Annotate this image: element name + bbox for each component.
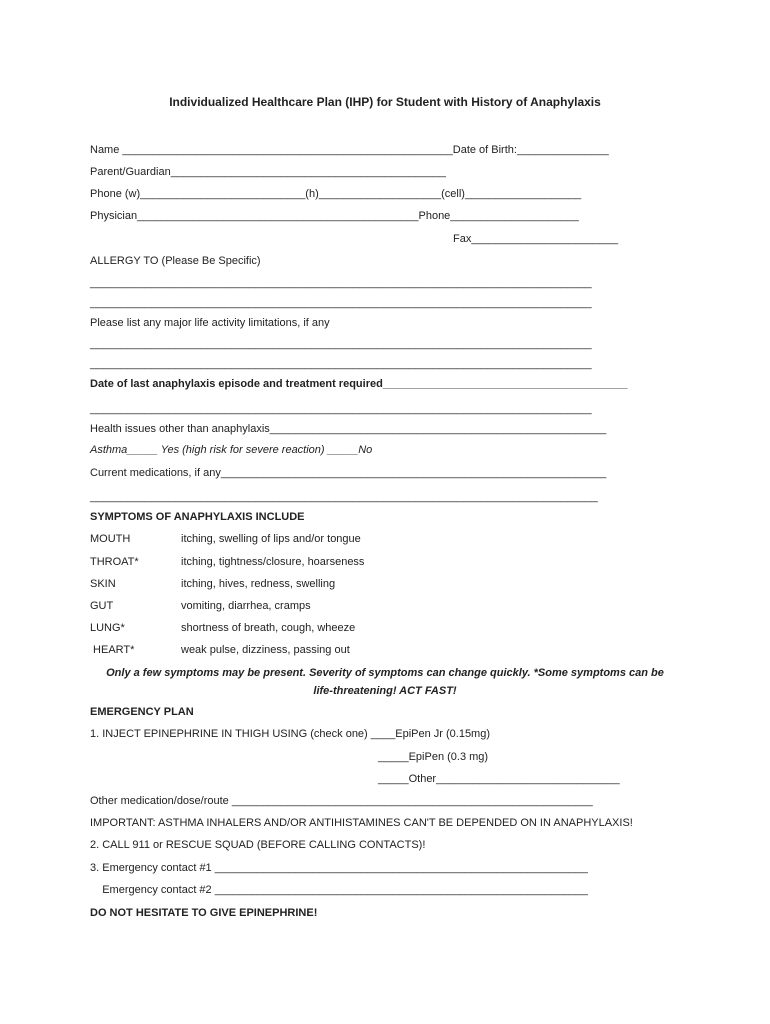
physician-field[interactable]: Physician______________________________________________Phone_____________________ [90,210,579,222]
medications-blank[interactable]: ___________________________________________________________________________________ [90,491,598,503]
limitations-blank-2[interactable]: __________________________________________________________________________________ [90,358,592,370]
page-title: Individualized Healthcare Plan (IHP) for Student with History of Anaphylaxis [169,95,601,109]
final-instruction: DO NOT HESITATE TO GIVE EPINEPHRINE! [90,907,318,919]
limitations-label: Please list any major life activity limitations, if any [90,317,330,329]
symptom-warning-line-2: life-threatening! ACT FAST! [313,685,457,697]
allergy-label: ALLERGY TO (Please Be Specific) [90,255,261,267]
epipen-option[interactable]: _____EpiPen (0.3 mg) [378,751,489,763]
inject-epinephrine-step[interactable]: 1. INJECT EPINEPHRINE IN THIGH USING (check one) ____EpiPen Jr (0.15mg) [90,728,491,740]
symptom-area: SKIN [90,578,116,590]
important-notice: IMPORTANT: ASTHMA INHALERS AND/OR ANTIHISTAMINES CAN'T BE DEPENDED ON IN ANAPHYLAXIS! [90,817,633,829]
symptom-warning-line-1: Only a few symptoms may be present. Severity of symptoms can change quickly. *Some symptoms can be [106,667,664,679]
symptom-desc: itching, swelling of lips and/or tongue [181,533,361,545]
last-episode-blank[interactable]: __________________________________________________________________________________ [90,403,592,415]
emergency-contact-2-field[interactable]: Emergency contact #2 _____________________________________________________________ [90,884,588,896]
symptoms-heading: SYMPTOMS OF ANAPHYLAXIS INCLUDE [90,511,305,523]
symptom-desc: itching, hives, redness, swelling [181,578,336,590]
symptom-area: LUNG* [90,622,125,634]
parent-guardian-field[interactable]: Parent/Guardian_____________________________________________ [90,166,447,178]
symptom-area: GUT [90,600,114,612]
last-episode-field[interactable]: Date of last anaphylaxis episode and treatment required________________________________________ [90,378,628,390]
symptom-desc: vomiting, diarrhea, cramps [181,600,311,612]
other-medication-field[interactable]: Other medication/dose/route ___________________________________________________________ [90,795,593,807]
fax-field[interactable]: Fax________________________ [453,233,619,245]
emergency-contact-1-field[interactable]: 3. Emergency contact #1 _____________________________________________________________ [90,862,588,874]
symptom-desc: itching, tightness/closure, hoarseness [181,556,365,568]
symptom-area: HEART* [90,644,135,656]
phone-field[interactable]: Phone (w)___________________________(h)____________________(cell)___________________ [90,188,582,200]
health-issues-field[interactable]: Health issues other than anaphylaxis_______________________________________________________ [90,423,607,435]
emergency-plan-heading: EMERGENCY PLAN [90,706,194,718]
allergy-blank-1[interactable]: __________________________________________________________________________________ [90,277,592,289]
limitations-blank-1[interactable]: __________________________________________________________________________________ [90,338,592,350]
other-option[interactable]: _____Other______________________________ [378,773,620,785]
symptom-area: MOUTH [90,533,131,545]
name-dob-field[interactable]: Name ______________________________________________________Date of Birth:_______________ [90,144,609,156]
medications-field[interactable]: Current medications, if any_______________________________________________________________ [90,467,607,479]
symptom-desc: weak pulse, dizziness, passing out [181,644,350,656]
symptom-area: THROAT* [90,556,139,568]
call-911-step: 2. CALL 911 or RESCUE SQUAD (BEFORE CALLING CONTACTS)! [90,839,426,851]
asthma-field[interactable]: Asthma_____ Yes (high risk for severe reaction) _____No [90,444,373,456]
allergy-blank-2[interactable]: __________________________________________________________________________________ [90,297,592,309]
symptom-desc: shortness of breath, cough, wheeze [181,622,356,634]
